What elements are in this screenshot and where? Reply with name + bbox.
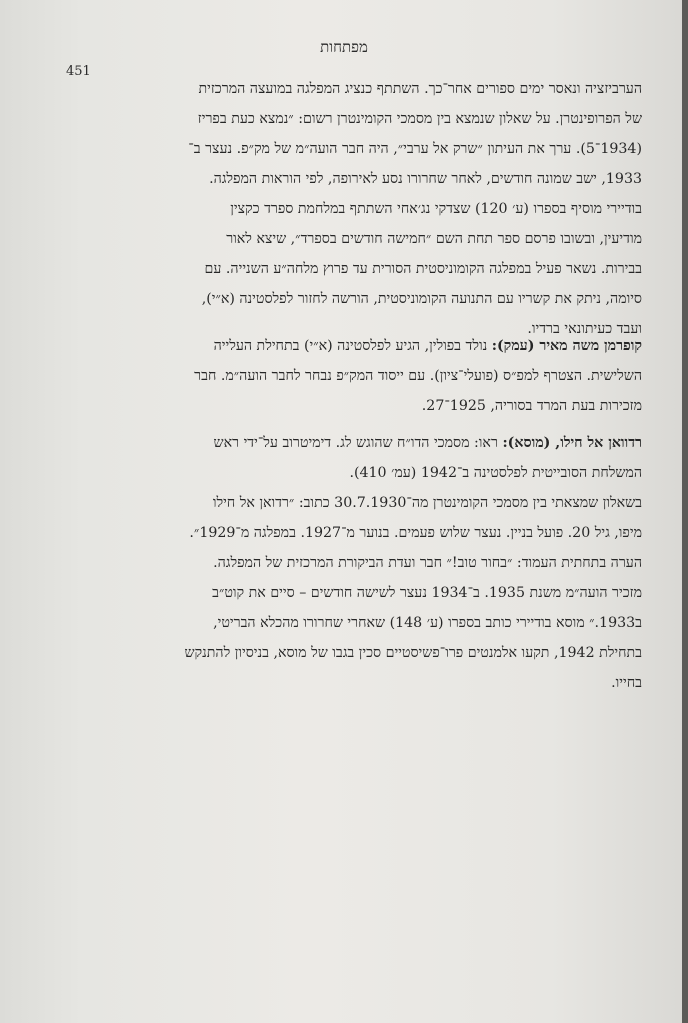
running-header: מפתחות	[320, 38, 368, 56]
text-line: מזכיר הועה״מ משנת 1935. ב־1934 נעצר לשישה חודשים – סיים את קוט״ב	[212, 585, 642, 601]
text-line: סיומה, ניתק את קשריו עם התנועה הקומוניסטית, הורשה לחזור לפלסטינה (א״י),	[201, 291, 642, 307]
text-line: (1934־5). ערך את העיתון ״שרק אל ערבי״, היה חבר הועה״מ של מק״פ. נעצר ב־	[188, 141, 642, 157]
entry-heading: רדוואן אל חילו, (מוסא):	[502, 435, 642, 451]
text-line: ועבד כעיתונאי ברדיו.	[527, 321, 642, 337]
text-line: המשלחת הסובייטית לפלסטינה ב־1942 (עמ׳ 410).	[349, 465, 642, 481]
text-line	[62, 331, 642, 361]
text-line: מזכירות בעת המרד בסוריה, 1925־27.	[421, 398, 642, 414]
entry-heading: קופרמן משה מאיר (עמק):	[491, 338, 642, 354]
page-number: 451	[66, 64, 91, 79]
text-line: הערה בתחתית העמוד: ״בחור טוב!״ חבר ועדת הביקורת המרכזית של המפלגה.	[213, 555, 642, 571]
text-line: בתחילת 1942, תקעו אלמנטים פרו־פשיסטיים סכין בגבו של מוסא, בניסיון להתנקש	[184, 645, 642, 661]
text-line: הערביזציה ונאסר ימים ספורים אחר־כך. השתתף כנציג המפלגה במועצה המרכזית	[198, 81, 642, 97]
text-line: ב1933.״ מוסא בודיירי כותב בספרו (ע׳ 148) שאחרי שחרורו מהכלא הבריטי,	[213, 615, 642, 631]
entry-text: נולד בפולין, הגיע לפלסטינה (א״י) בתחילת העלייה	[213, 338, 492, 354]
entry-continuation	[62, 74, 642, 344]
text-line: בחייו.	[611, 675, 642, 691]
text-line	[62, 428, 642, 458]
entry-radwan	[62, 428, 642, 698]
text-line: 1933, ישב שמונה חודשים, לאחר שחרורו נסע לאירופה, לפי הוראות המפלגה.	[209, 171, 642, 187]
text-line: בודיירי מוסיף בספרו (ע׳ 120) שצדקי נג׳אחי השתתף במלחמת ספרד כקצין	[230, 201, 642, 217]
text-line: מיפו, גיל 20. פועל בניין. נעצר שלוש פעמים. בנוער מ־1927. במפלגה מ־1929״.	[189, 525, 642, 541]
text-line: מודיעין, ובשובו פרסם ספר תחת השם ״חמישה חודשים בספרד״, שיצא לאור	[226, 231, 642, 247]
text-line: השלישית. הצטרף למפ״ס (פועלי־ציון). עם ייסוד המק״פ נבחר לחבר הועה״מ. חבר	[194, 368, 642, 384]
entry-text: ראו: מסמכי הדו״ח שהוגש לג. דימיטרוב על־ידי ראש	[213, 435, 503, 451]
entry-kuperman	[62, 331, 642, 421]
text-line: בבירות. נשאר פעיל במפלגה הקומוניסטית הסורית עד פרוץ מלחה״ע השנייה. עם	[204, 261, 642, 277]
text-line: של הפרופינטרן. על שאלון שנמצא בין מסמכי הקומינטרן רשום: ״נמצא כעת בפריז	[197, 111, 642, 127]
text-line: בשאלון שמצאתי בין מסמכי הקומינטרן מה־30.7.1930 כתוב: ״רדואן אל חילו	[212, 495, 642, 511]
